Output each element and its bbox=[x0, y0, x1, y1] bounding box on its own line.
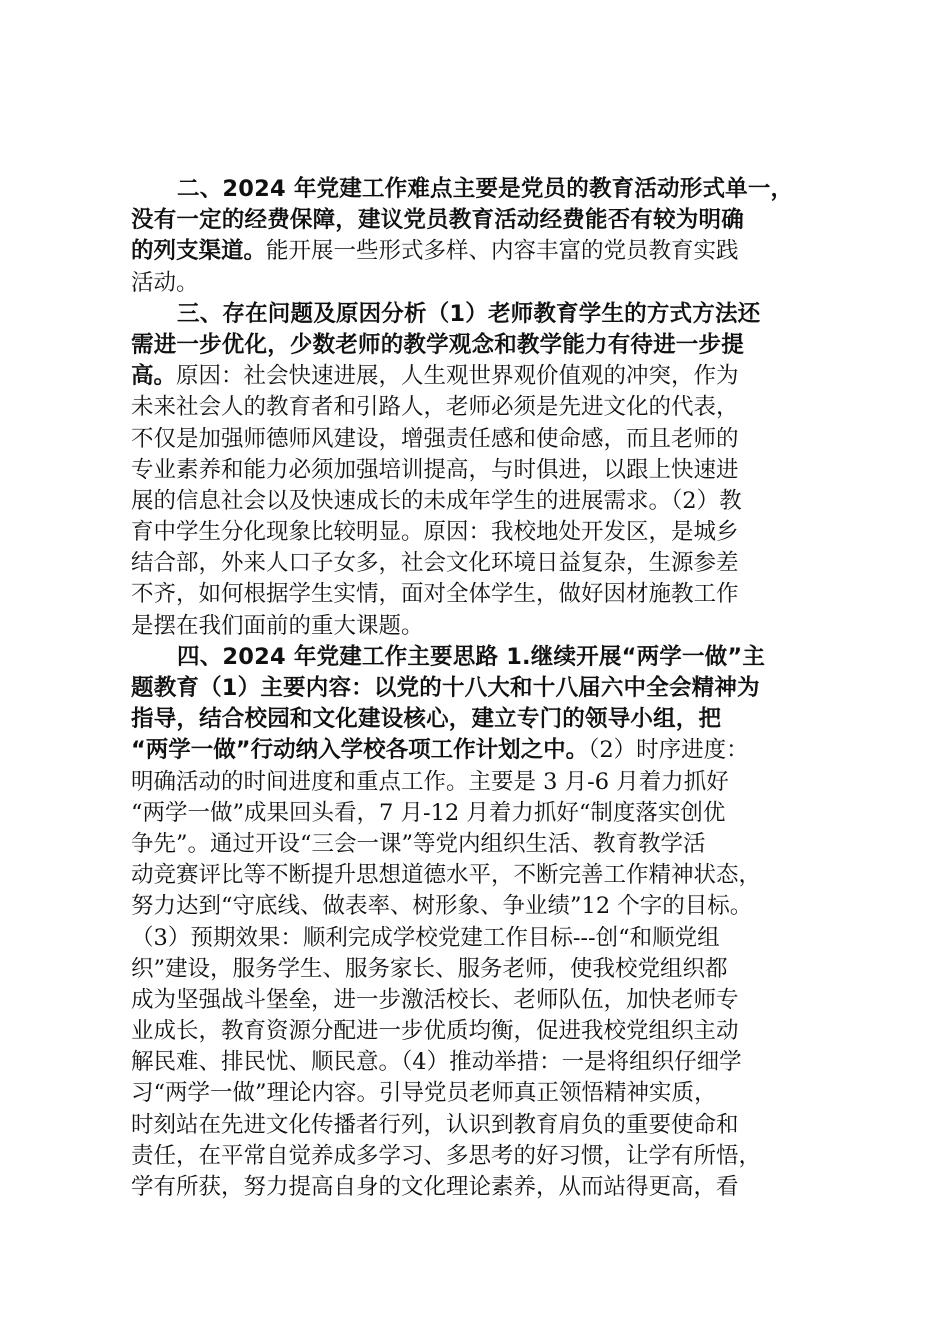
paragraph-2-line-3 bbox=[131, 236, 831, 267]
paragraph-4-line-6: “两学一做”成果回头看，7 月-12 月着力抓好“制度落实创优 bbox=[131, 799, 726, 826]
paragraph-3-line-2: 需进一步优化，少数老师的教学观念和教学能力有待进一步提 bbox=[131, 331, 744, 358]
paragraph-3-line-5: 不仅是加强师德师风建设，增强责任感和使命感，而且老师的 bbox=[131, 425, 739, 452]
paragraph-4-normal-run: （2）时序进度： bbox=[588, 737, 749, 764]
paragraph-3-line-10: 不齐，如何根据学生实情，面对全体学生，做好因材施教工作 bbox=[131, 581, 739, 608]
paragraph-4-line-14: 解民难、排民忧、顺民意。（4）推动举措：一是将组织仔细学 bbox=[131, 1049, 742, 1076]
paragraph-4-line-10: （3）预期效果：顺利完成学校党建工作目标---创“和顺党组 bbox=[131, 924, 720, 951]
paragraph-3-line-7: 展的信息社会以及快速成长的未成年学生的进展需求。（2）教 bbox=[131, 487, 742, 514]
paragraph-4-line-12: 成为坚强战斗堡垒，进一步激活校长、老师队伍，加快老师专 bbox=[131, 986, 739, 1013]
paragraph-3-line-8: 育中学生分化现象比较明显。原因：我校地处开发区，是城乡 bbox=[131, 519, 739, 546]
document-body bbox=[131, 174, 831, 1203]
paragraph-3-line-11: 是摆在我们面前的重大课题。 bbox=[131, 612, 424, 639]
paragraph-2-line-1: 二、2024 年党建工作难点主要是党员的教育活动形式单一， bbox=[177, 176, 794, 202]
paragraph-2-line-4: 活动。 bbox=[131, 269, 199, 296]
paragraph-4-line-5: 明确活动的时间进度和重点工作。主要是 3 月-6 月着力抓好 bbox=[131, 768, 729, 795]
paragraph-4-line-7: 争先”。通过开设“三会一课”等党内组织生活、教育教学活 bbox=[131, 830, 706, 857]
paragraph-4-line-18: 学有所获，努力提高自身的文化理论素养，从而站得更高，看 bbox=[131, 1174, 739, 1200]
paragraph-3-bold-run: 高。 bbox=[131, 363, 177, 390]
paragraph-2-normal-run: 能开展一些形式多样、内容丰富的党员教育实践 bbox=[266, 238, 739, 265]
paragraph-4-line-8: 动竞赛评比等不断提升思想道德水平，不断完善工作精神状态， bbox=[131, 862, 762, 889]
paragraph-3-line-6: 专业素养和能力必须加强培训提高，与时俱进，以跟上快速进 bbox=[131, 456, 739, 483]
paragraph-4-line-3: 指导，结合校园和文化建设核心，建立专门的领导小组，把 bbox=[131, 706, 722, 733]
paragraph-4-line-17: 责任，在平常自觉养成多学习、多思考的好习惯，让学有所悟， bbox=[131, 1142, 762, 1169]
paragraph-4-line-11: 织”建设，服务学生、服务家长、服务老师，使我校党组织都 bbox=[131, 955, 728, 982]
paragraph-4-bold-run: “两学一做”行动纳入学校各项工作计划之中。 bbox=[131, 737, 589, 764]
paragraph-4-line-9: 努力达到“守底线、做表率、树形象、争业绩”12 个字的目标。 bbox=[131, 893, 753, 920]
paragraph-3-line-9: 结合部，外来人口子女多，社会文化环境日益复杂，生源参差 bbox=[131, 550, 739, 577]
paragraph-2-line-2: 没有一定的经费保障，建议党员教育活动经费能否有较为明确 bbox=[131, 207, 744, 234]
paragraph-4-line-1: 四、2024 年党建工作主要思路 1.继续开展“两学一做”主 bbox=[177, 643, 766, 670]
paragraph-4-line-15: 习“两学一做”理论内容。引导党员老师真正领悟精神实质， bbox=[131, 1080, 717, 1107]
paragraph-4-line-2: 题教育（1）主要内容：以党的十八大和十八届六中全会精神为 bbox=[131, 675, 760, 701]
paragraph-2-bold-run: 的列支渠道。 bbox=[131, 238, 267, 265]
paragraph-4-line-4 bbox=[131, 735, 831, 766]
paragraph-4-line-16: 时刻站在先进文化传播者行列，认识到教育肩负的重要使命和 bbox=[131, 1111, 739, 1138]
paragraph-4-line-13: 业成长，教育资源分配进一步优质均衡，促进我校党组织主动 bbox=[131, 1018, 739, 1045]
paragraph-3-line-3 bbox=[131, 361, 831, 392]
paragraph-3-normal-run: 原因：社会快速进展，人生观世界观价值观的冲突，作为 bbox=[176, 363, 739, 390]
paragraph-3-line-1: 三、存在问题及原因分析（1）老师教育学生的方式方法还 bbox=[177, 300, 761, 327]
paragraph-3-line-4: 未来社会人的教育者和引路人，老师必须是先进文化的代表， bbox=[131, 394, 739, 421]
